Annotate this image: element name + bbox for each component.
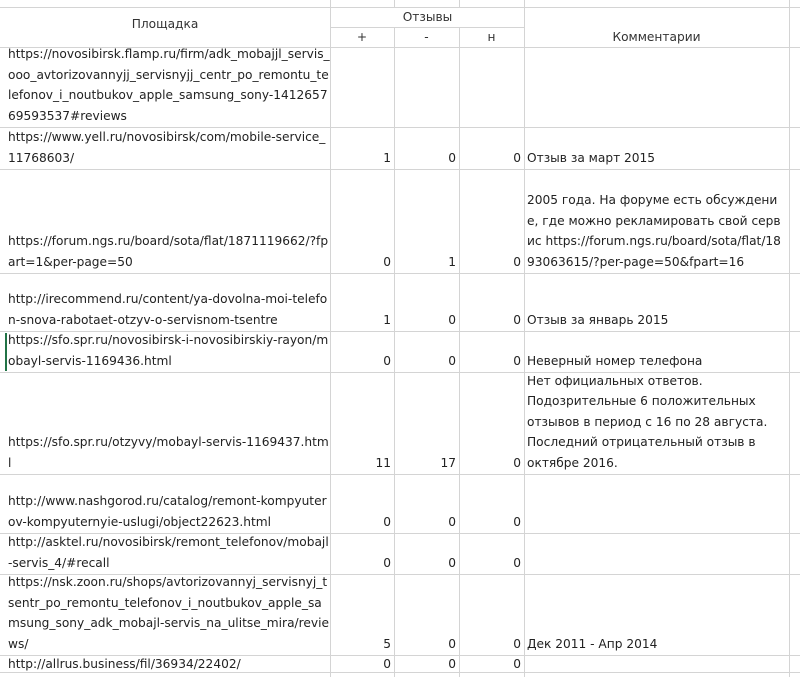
table-row	[0, 575, 800, 655]
minus-cell[interactable]: 0	[448, 657, 456, 671]
comment-cell[interactable]: 2005 года. На форуме есть обсуждение, где можно рекламировать свой сервис https://forum.ngs.ru/board/sota/flat/1893063615/?per-page=50&fpart=16	[527, 193, 781, 269]
header-platform[interactable]: Площадка	[131, 17, 199, 31]
gridline	[459, 0, 460, 7]
table-row	[0, 656, 800, 673]
plus-cell[interactable]: 0	[383, 555, 391, 570]
plus-cell[interactable]: 0	[383, 657, 391, 671]
minus-cell[interactable]: 0	[448, 636, 456, 651]
url-cell[interactable]: https://sfo.spr.ru/otzyvy/mobayl-servis-1169437.html	[8, 435, 329, 470]
header-comments[interactable]: Комментарии	[612, 30, 701, 44]
neutral-cell[interactable]: 0	[513, 312, 521, 327]
gridline	[394, 0, 395, 7]
minus-cell[interactable]: 17	[440, 455, 456, 470]
plus-cell[interactable]: 11	[375, 455, 391, 470]
url-cell[interactable]: https://nsk.zoon.ru/shops/avtorizovannyj_servisnyj_tsentr_po_remontu_telefonov_i_noutbukov_apple_samsung_sony_adk_mobajl-servis_na_ulitse_mira/reviews/	[8, 575, 329, 651]
table-row	[0, 170, 800, 273]
header-plus[interactable]: +	[356, 30, 368, 44]
neutral-cell[interactable]: 0	[513, 150, 521, 165]
neutral-cell[interactable]: 0	[513, 353, 521, 368]
header-reviews-group[interactable]: Отзывы	[402, 10, 453, 24]
table-row	[0, 534, 800, 574]
gridline	[330, 27, 525, 28]
table-row	[0, 332, 800, 372]
neutral-cell[interactable]: 0	[513, 455, 521, 470]
neutral-cell[interactable]: 0	[513, 254, 521, 269]
comment-cell[interactable]: Дек 2011 - Апр 2014	[527, 636, 658, 651]
table-row	[0, 274, 800, 331]
neutral-cell[interactable]: 0	[513, 555, 521, 570]
table-row	[0, 373, 800, 474]
comment-cell[interactable]: Отзыв за январь 2015	[527, 312, 669, 327]
neutral-cell[interactable]: 0	[513, 636, 521, 651]
plus-cell[interactable]: 1	[383, 150, 391, 165]
url-cell[interactable]: http://irecommend.ru/content/ya-dovolna-moi-telefon-snova-rabotaet-otzyv-o-servisnom-tsentre	[8, 292, 328, 327]
url-cell[interactable]: https://sfo.spr.ru/novosibirsk-i-novosibirskiy-rayon/mobayl-servis-1169436.html	[8, 333, 329, 368]
comment-cell[interactable]: Отзыв за март 2015	[527, 150, 656, 165]
minus-cell[interactable]: 0	[448, 312, 456, 327]
header-minus[interactable]: -	[424, 30, 429, 44]
neutral-cell[interactable]: 0	[513, 657, 521, 671]
table-row	[0, 475, 800, 533]
plus-cell[interactable]: 0	[383, 254, 391, 269]
comment-cell[interactable]: Нет официальных ответов. Подозрительные 6 положительных отзывов в период с 16 по 28 августа. Последний отрицательный отзыв в октябре 2016.	[527, 373, 772, 470]
minus-cell[interactable]: 0	[448, 150, 456, 165]
plus-cell[interactable]: 0	[383, 514, 391, 529]
minus-cell[interactable]: 0	[448, 555, 456, 570]
header-neutral[interactable]: н	[487, 30, 496, 44]
minus-cell[interactable]: 1	[448, 254, 456, 269]
plus-cell[interactable]: 1	[383, 312, 391, 327]
neutral-cell[interactable]: 0	[513, 514, 521, 529]
minus-cell[interactable]: 0	[448, 353, 456, 368]
url-cell[interactable]: https://www.yell.ru/novosibirsk/com/mobile-service_11768603/	[8, 130, 326, 165]
url-cell[interactable]: http://www.nashgorod.ru/catalog/remont-kompyuterov-kompyuternyie-uslugi/object22623.html	[8, 494, 327, 529]
gridline	[0, 7, 800, 8]
minus-cell[interactable]: 0	[448, 514, 456, 529]
plus-cell[interactable]: 5	[383, 636, 391, 651]
table-row	[0, 48, 800, 127]
url-cell[interactable]: http://asktel.ru/novosibirsk/remont_telefonov/mobajl-servis_4/#recall	[8, 535, 329, 570]
url-cell[interactable]: http://allrus.business/fil/36934/22402/	[8, 657, 241, 671]
table-row	[0, 128, 800, 169]
url-cell[interactable]: https://forum.ngs.ru/board/sota/flat/1871119662/?fpart=1&per-page=50	[8, 234, 329, 269]
comment-cell[interactable]: Неверный номер телефона	[527, 353, 703, 368]
url-cell[interactable]: https://novosibirsk.flamp.ru/firm/adk_mobajjl_servis_ooo_avtorizovannyjj_servisnyjj_centr_po_remontu_telefonov_i_noutbukov_apple_samsung_sony-141265769593537#reviews	[8, 48, 330, 123]
plus-cell[interactable]: 0	[383, 353, 391, 368]
